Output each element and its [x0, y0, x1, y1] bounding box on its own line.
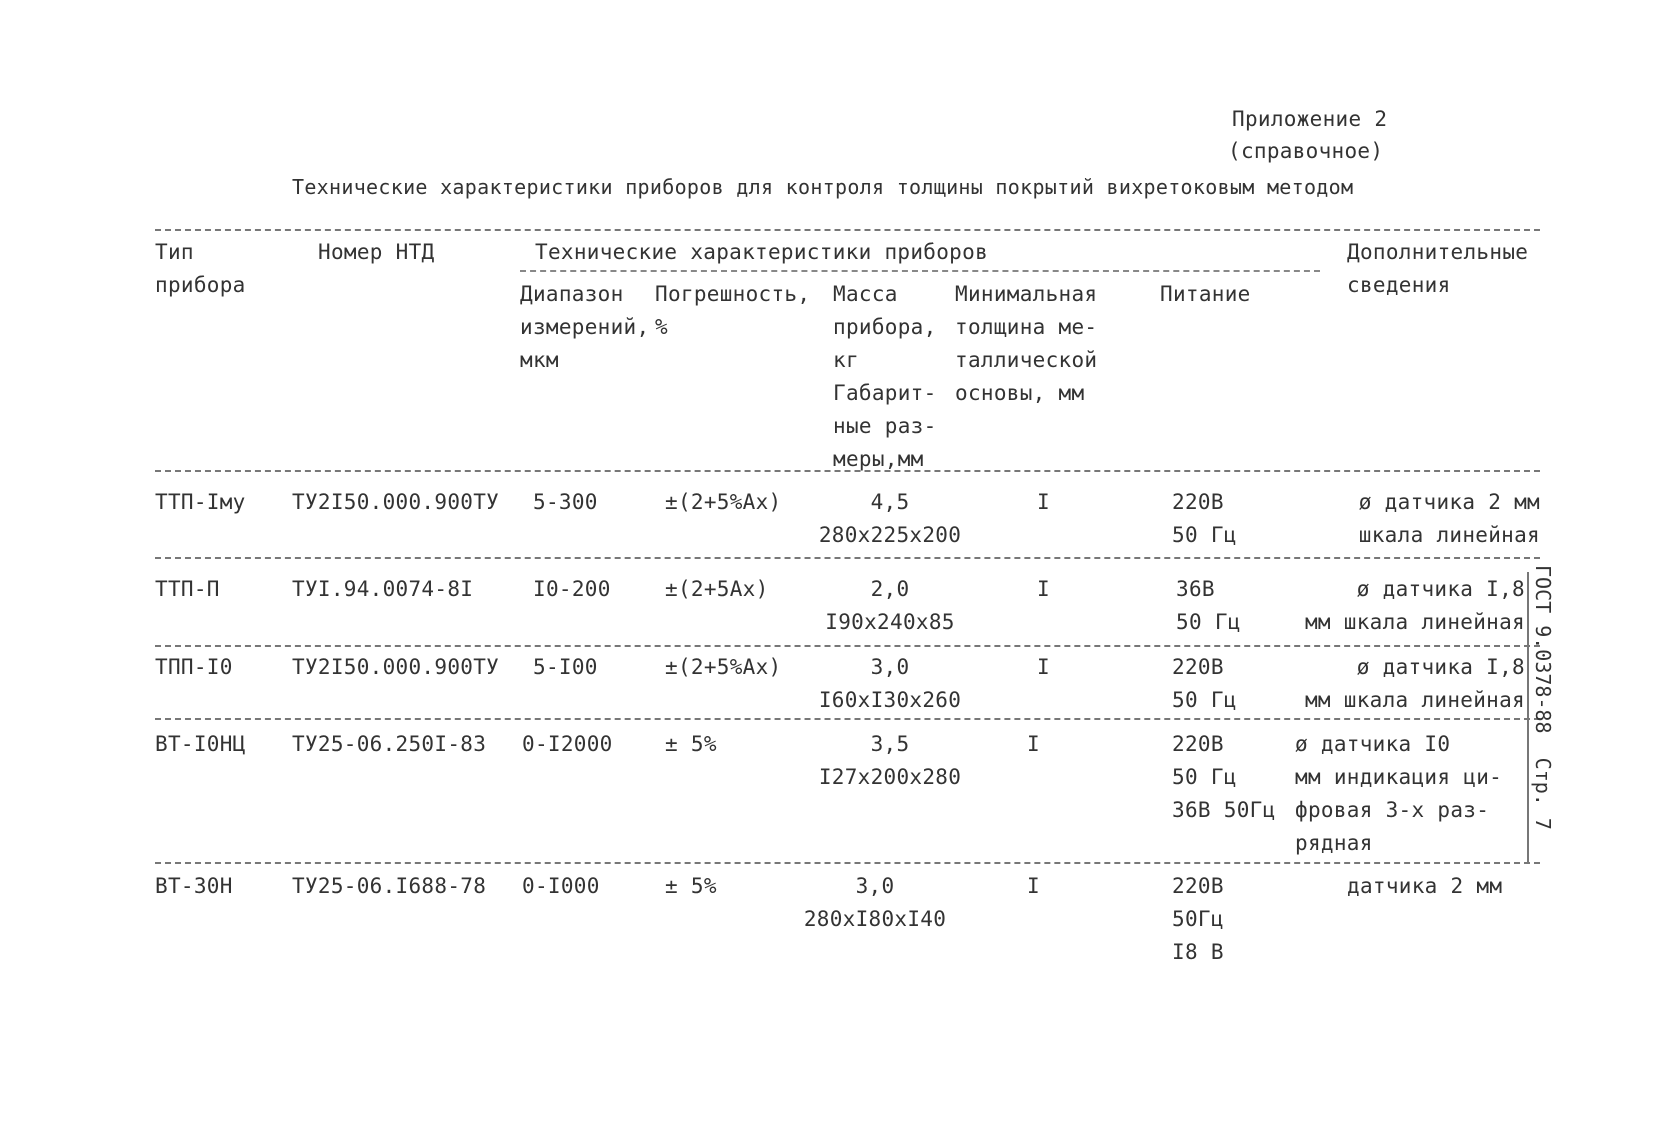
row-2-rule — [155, 645, 1540, 647]
row-1-range: 5-300 — [533, 490, 598, 514]
row-5-type: ВТ-30Н — [155, 874, 233, 898]
row-5-minthick: І — [1027, 874, 1040, 898]
header-tech: Технические характеристики приборов — [535, 240, 989, 264]
row-1-type: ТТП-Іму — [155, 490, 246, 514]
row-3-rule — [155, 718, 1540, 720]
row-3-error: ±(2+5%Ах) — [665, 655, 782, 679]
appendix-note: (справочное) — [1228, 139, 1384, 163]
row-2-minthick: І — [1037, 577, 1050, 601]
header-range: Диапазон измерений, мкм — [520, 282, 650, 372]
row-5-ntd: ТУ25-06.І688-78 — [292, 874, 487, 898]
row-4-type: ВТ-І0НЦ — [155, 732, 246, 756]
row-1-extra: ø датчика 2 мм шкала линейная — [1358, 490, 1540, 547]
header-power: Питание — [1160, 282, 1251, 306]
row-4-error: ± 5% — [665, 732, 717, 756]
row-2-ntd: ТУІ.94.0074-8І — [292, 577, 474, 601]
header-sub-rule — [520, 270, 1320, 272]
row-5-mass: 3,0 280хІ80хІ40 — [803, 874, 947, 931]
row-4-power: 220В 50 Гц 36В 50Гц — [1172, 732, 1276, 822]
header-extra: Дополнительные сведения — [1347, 240, 1529, 297]
row-2-power: 36В 50 Гц — [1176, 577, 1241, 634]
row-2-extra: ø датчика І,8 мм шкала линейная — [1304, 577, 1525, 634]
side-stamp: ГОСТ 9.0378-88 Стр. 7 — [1531, 565, 1555, 830]
row-2-type: ТТП-П — [155, 577, 220, 601]
row-4-extra: ø датчика І0 мм индикация ци- фровая 3-х раз- рядная — [1295, 732, 1503, 855]
side-rule — [1527, 572, 1529, 862]
header-ntd: Номер НТД — [318, 240, 435, 264]
row-3-power: 220В 50 Гц — [1172, 655, 1237, 712]
row-1-mass: 4,5 280х225х200 — [818, 490, 962, 547]
row-4-mass: 3,5 І27х200х280 — [818, 732, 962, 789]
row-3-range: 5-І00 — [533, 655, 598, 679]
row-4-minthick: І — [1027, 732, 1040, 756]
row-1-error: ±(2+5%Ах) — [665, 490, 782, 514]
table-top-rule — [155, 229, 1540, 231]
row-5-range: 0-І000 — [522, 874, 600, 898]
row-1-rule — [155, 557, 1540, 559]
row-3-type: ТПП-І0 — [155, 655, 233, 679]
row-4-ntd: ТУ25-06.250І-83 — [292, 732, 487, 756]
row-2-error: ±(2+5Ах) — [665, 577, 769, 601]
row-5-extra: датчика 2 мм — [1347, 874, 1503, 898]
header-error: Погрешность, % — [655, 282, 811, 339]
document-title: Технические характеристики приборов для контроля толщины покрытий вихретоковым методом — [292, 175, 1354, 199]
row-3-mass: 3,0 І60хІ30х260 — [818, 655, 962, 712]
row-2-mass: 2,0 І90х240х85 — [825, 577, 955, 634]
row-1-ntd: ТУ2І50.000.900ТУ — [292, 490, 500, 514]
row-1-minthick: І — [1037, 490, 1050, 514]
appendix-label: Приложение 2 — [1232, 107, 1388, 131]
row-4-rule — [155, 862, 1540, 864]
row-3-extra: ø датчика І,8 мм шкала линейная — [1304, 655, 1525, 712]
row-5-error: ± 5% — [665, 874, 717, 898]
row-1-power: 220В 50 Гц — [1172, 490, 1237, 547]
row-3-minthick: І — [1037, 655, 1050, 679]
row-3-ntd: ТУ2І50.000.900ТУ — [292, 655, 500, 679]
header-mass: Масса прибора, кг Габарит- ные раз- меры,мм — [833, 282, 937, 471]
row-5-power: 220В 50Гц І8 В — [1172, 874, 1224, 964]
row-2-range: І0-200 — [533, 577, 611, 601]
row-4-range: 0-І2000 — [522, 732, 613, 756]
header-bottom-rule — [155, 470, 1540, 472]
header-type: Тип прибора — [155, 240, 246, 297]
header-minthick: Минимальная толщина ме- таллической основы, мм — [955, 282, 1098, 405]
